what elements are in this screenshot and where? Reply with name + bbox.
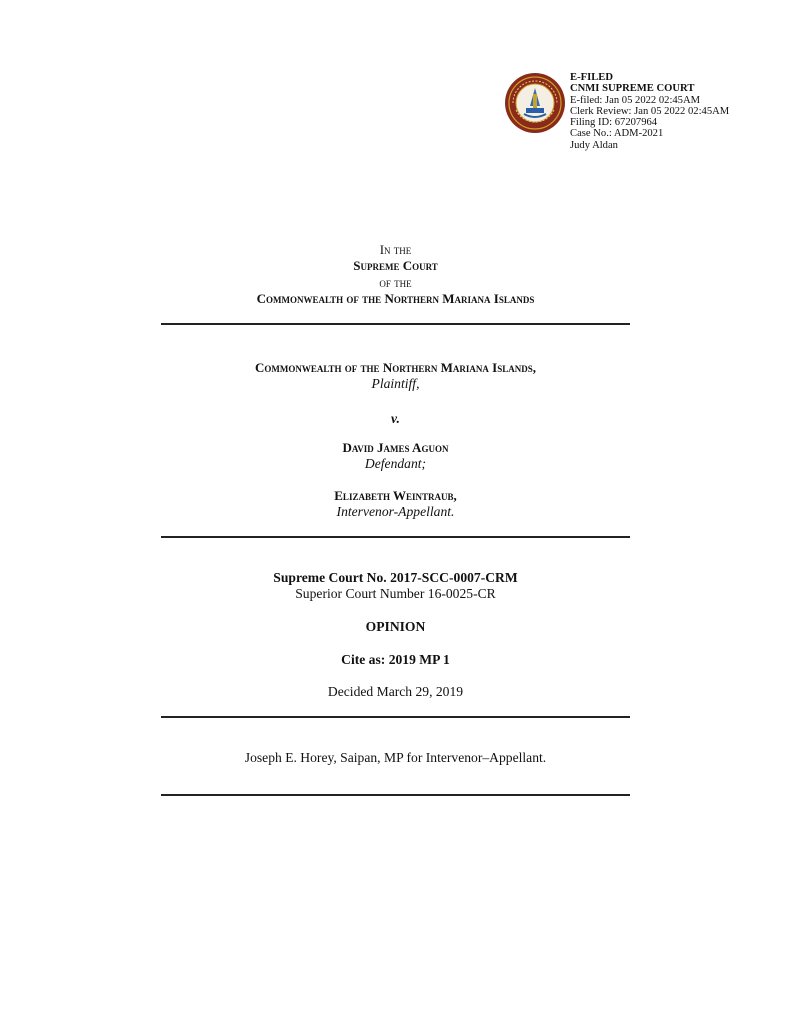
court-seal bbox=[504, 72, 566, 134]
stamp-efiled-date: E-filed: Jan 05 2022 02:45AM bbox=[570, 94, 701, 106]
stamp-clerk-review: Clerk Review: Jan 05 2022 02:45AM bbox=[570, 105, 730, 117]
defendant-role: Defendant; bbox=[364, 456, 427, 471]
superior-court-number: Superior Court Number 16-0025-CR bbox=[295, 586, 496, 601]
supreme-court-number: Supreme Court No. 2017-SCC-0007-CRM bbox=[273, 570, 518, 585]
stamp-court: CNMI SUPREME COURT bbox=[570, 83, 695, 95]
plaintiff-role: Plaintiff, bbox=[371, 376, 420, 391]
court-line-in-the: In the bbox=[379, 242, 412, 257]
divider-2 bbox=[161, 536, 630, 538]
stamp-case-no: Case No.: ADM-2021 bbox=[570, 128, 664, 140]
court-line-of-the: of the bbox=[379, 275, 412, 290]
counsel-line: Joseph E. Horey, Saipan, MP for Intervenor–Appellant. bbox=[244, 750, 547, 765]
intervenor-name: Elizabeth Weintraub, bbox=[334, 488, 457, 503]
court-line-commonwealth: Commonwealth of the Northern Mariana Islands bbox=[256, 291, 535, 306]
stamp-clerk-name: Judy Aldan bbox=[570, 139, 618, 151]
plaintiff-name: Commonwealth of the Northern Mariana Islands, bbox=[255, 360, 536, 375]
decided-date: Decided March 29, 2019 bbox=[327, 684, 464, 699]
efiling-stamp bbox=[570, 72, 770, 151]
defendant-name: David James Aguon bbox=[342, 440, 449, 455]
divider-1 bbox=[161, 323, 630, 325]
court-line-supreme-court: Supreme Court bbox=[353, 258, 438, 273]
document-type: OPINION bbox=[365, 619, 426, 634]
versus: v. bbox=[391, 411, 400, 426]
divider-4 bbox=[161, 794, 630, 796]
stamp-filing-id: Filing ID: 67207964 bbox=[570, 117, 658, 129]
stamp-efiled: E-FILED bbox=[570, 72, 613, 83]
citation: Cite as: 2019 MP 1 bbox=[341, 652, 450, 667]
intervenor-role: Intervenor-Appellant. bbox=[336, 504, 455, 519]
divider-3 bbox=[161, 716, 630, 718]
